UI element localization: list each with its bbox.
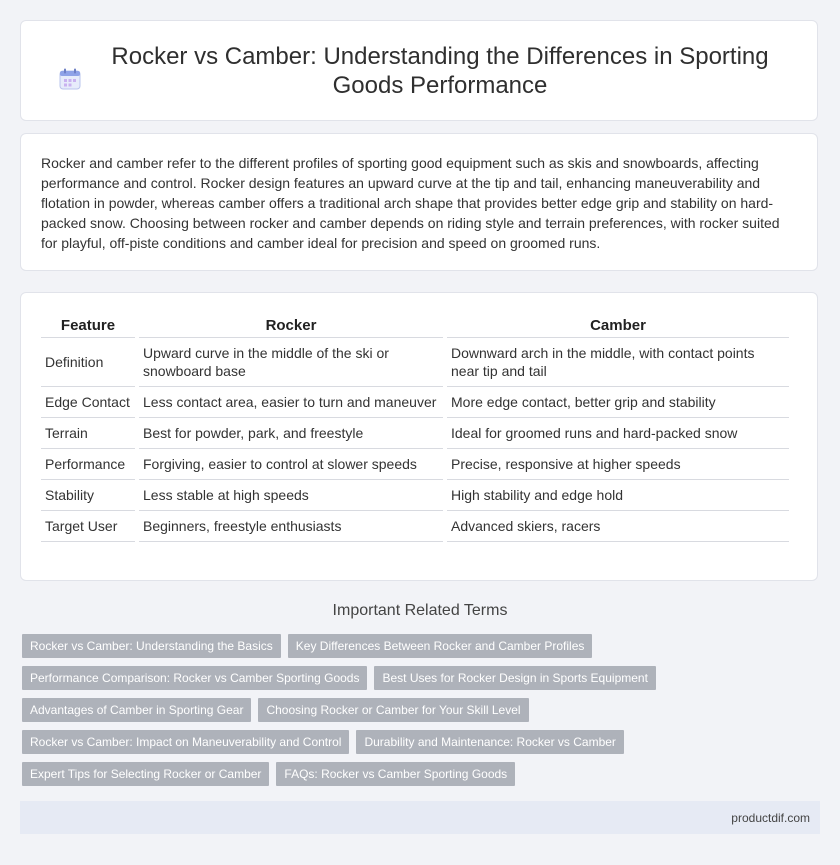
table-row: [41, 511, 789, 542]
comparison-table: [37, 315, 793, 542]
header-rocker: Rocker: [139, 315, 443, 338]
footer: [20, 801, 820, 834]
comparison-table-card: [20, 292, 818, 581]
table-row: [41, 449, 789, 480]
table-row: [41, 338, 789, 387]
intro-paragraph: Rocker and camber refer to the different profiles of sporting good equipment such as skis and snowboards, affecting performance and control. Rocker design features an upward curve at the tip and tail, enhancing maneuverability and flotation in powder, whereas camber offers a traditional arch shape that provides better edge grip and stability on hard-packed snow. Choosing between rocker and camber depends on riding style and terrain preferences, with rocker suited for playful, off-piste conditions and camber ideal for precision and speed on groomed runs.: [41, 155, 780, 251]
title-wrap: [59, 42, 779, 100]
footer-site-link[interactable]: productdif.com: [731, 810, 810, 825]
rocker-cell: Upward curve in the middle of the ski or snowboard base: [139, 338, 443, 387]
related-terms-tags: [22, 634, 822, 794]
table-row: [41, 387, 789, 418]
intro-card: [20, 133, 818, 271]
camber-cell: Advanced skiers, racers: [447, 511, 789, 542]
header-camber: Camber: [447, 315, 789, 338]
tag-row: [22, 698, 822, 722]
table-row: [41, 418, 789, 449]
feature-cell: Edge Contact: [41, 387, 135, 418]
table-row: [41, 480, 789, 511]
rocker-cell: Forgiving, easier to control at slower speeds: [139, 449, 443, 480]
page-title: Rocker vs Camber: Understanding the Differences in Sporting Goods Performance: [111, 42, 769, 99]
table-header-row: [41, 315, 789, 338]
rocker-cell: Beginners, freestyle enthusiasts: [139, 511, 443, 542]
rocker-cell: Best for powder, park, and freestyle: [139, 418, 443, 449]
tag-row: [22, 634, 822, 658]
related-term-link[interactable]: FAQs: Rocker vs Camber Sporting Goods: [276, 762, 515, 786]
camber-cell: Downward arch in the middle, with contact points near tip and tail: [447, 338, 789, 387]
related-terms-title: Important Related Terms: [332, 602, 508, 619]
related-term-link[interactable]: Choosing Rocker or Camber for Your Skill Level: [258, 698, 528, 722]
camber-cell: High stability and edge hold: [447, 480, 789, 511]
tag-row: [22, 762, 822, 786]
feature-cell: Terrain: [41, 418, 135, 449]
header-card: [20, 20, 818, 121]
feature-cell: Target User: [41, 511, 135, 542]
feature-cell: Stability: [41, 480, 135, 511]
rocker-cell: Less contact area, easier to turn and maneuver: [139, 387, 443, 418]
feature-cell: Definition: [41, 338, 135, 387]
related-term-link[interactable]: Performance Comparison: Rocker vs Camber Sporting Goods: [22, 666, 367, 690]
calendar-icon: [59, 68, 81, 95]
related-term-link[interactable]: Expert Tips for Selecting Rocker or Camber: [22, 762, 269, 786]
related-term-link[interactable]: Rocker vs Camber: Understanding the Basics: [22, 634, 281, 658]
related-term-link[interactable]: Durability and Maintenance: Rocker vs Camber: [356, 730, 623, 754]
tag-row: [22, 666, 822, 690]
related-term-link[interactable]: Rocker vs Camber: Impact on Maneuverability and Control: [22, 730, 349, 754]
related-term-link[interactable]: Key Differences Between Rocker and Camber Profiles: [288, 634, 593, 658]
camber-cell: More edge contact, better grip and stability: [447, 387, 789, 418]
related-term-link[interactable]: Advantages of Camber in Sporting Gear: [22, 698, 251, 722]
camber-cell: Precise, responsive at higher speeds: [447, 449, 789, 480]
related-term-link[interactable]: Best Uses for Rocker Design in Sports Equipment: [374, 666, 655, 690]
rocker-cell: Less stable at high speeds: [139, 480, 443, 511]
tag-row: [22, 730, 822, 754]
feature-cell: Performance: [41, 449, 135, 480]
header-feature: Feature: [41, 315, 135, 338]
camber-cell: Ideal for groomed runs and hard-packed snow: [447, 418, 789, 449]
